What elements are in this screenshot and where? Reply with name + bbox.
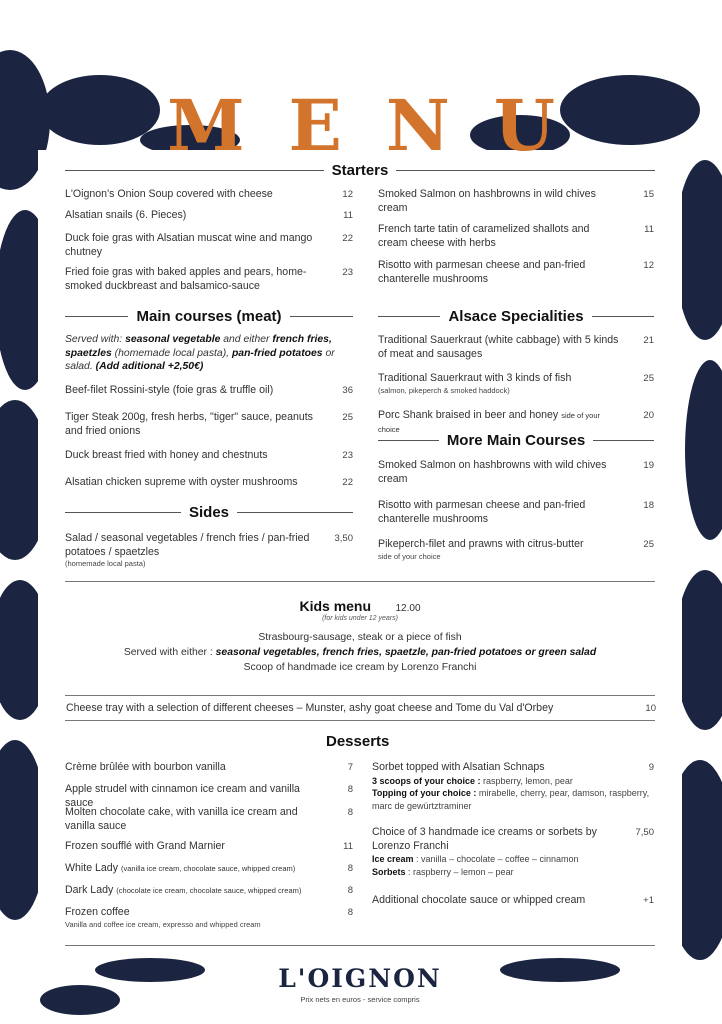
item-name-text: Risotto with parmesan cheese and pan-fried chanterelle mushrooms bbox=[378, 259, 586, 285]
item-name-text: Traditional Sauerkraut (white cabbage) with 5 kinds of meat and sausages bbox=[378, 334, 619, 360]
item-detail bbox=[372, 775, 654, 788]
served-with-segment: (homemade local pasta), bbox=[111, 347, 232, 359]
item-name bbox=[378, 459, 654, 486]
footer-tagline: Prix nets en euros - service compris bbox=[300, 995, 420, 1004]
item-name-text: L'Oignon's Onion Soup covered with cheese bbox=[65, 188, 273, 200]
item-name-text: Beef-filet Rossini-style (foie gras & truffle oil) bbox=[65, 384, 274, 396]
divider bbox=[65, 695, 655, 696]
section-heading: Desserts bbox=[326, 733, 390, 750]
item-name bbox=[372, 761, 654, 775]
detail-label: Sorbets bbox=[372, 866, 406, 877]
item-subtext: (homemade local pasta) bbox=[65, 559, 146, 568]
item-price: 7 bbox=[347, 762, 353, 773]
item-name-text: Fried foie gras with baked apples and pears, home-smoked duckbreast and balsamico-sauce bbox=[65, 266, 307, 292]
footer-logo: L'OIGNON bbox=[278, 964, 442, 993]
kids-served-prefix: Served with either : bbox=[123, 647, 216, 658]
item-name bbox=[65, 840, 353, 854]
item-name-text: Alsatian snails (6. Pieces) bbox=[65, 209, 187, 221]
item-name-text: Crème brûlée with bourbon vanilla bbox=[65, 761, 226, 773]
menu-item bbox=[65, 384, 353, 398]
sides-header bbox=[65, 504, 353, 521]
item-name bbox=[65, 266, 353, 293]
menu-item bbox=[65, 476, 353, 490]
header-rule bbox=[65, 512, 181, 513]
kids-menu-note: (for kids under 12 years) bbox=[322, 615, 398, 622]
menu-item bbox=[378, 372, 654, 396]
section-heading: Sides bbox=[188, 504, 230, 521]
item-price: 3,50 bbox=[334, 533, 353, 544]
item-name bbox=[372, 826, 654, 853]
menu-item bbox=[65, 884, 353, 898]
item-name-text: Apple strudel with cinnamon ice cream and vanilla sauce bbox=[65, 783, 300, 809]
item-name bbox=[65, 188, 353, 202]
served-with-segment: seasonal vegetable bbox=[125, 334, 221, 345]
item-price: 22 bbox=[342, 477, 353, 488]
item-name-text: Alsatian chicken supreme with oyster mushrooms bbox=[65, 476, 298, 488]
menu-item bbox=[65, 862, 353, 876]
item-price: 11 bbox=[343, 210, 353, 221]
item-price: 12 bbox=[342, 189, 353, 200]
header-rule bbox=[290, 316, 353, 317]
item-price: 12 bbox=[643, 260, 654, 271]
main-courses-header bbox=[65, 308, 353, 325]
item-name bbox=[65, 761, 353, 775]
menu-item bbox=[65, 232, 353, 259]
detail-text: : vanilla – chocolate – coffee – cinnamon bbox=[413, 854, 579, 864]
item-name bbox=[65, 862, 353, 876]
item-name-text: Duck breast fried with honey and chestnuts bbox=[65, 449, 268, 461]
item-price: 22 bbox=[342, 233, 353, 244]
item-price: 11 bbox=[644, 224, 654, 235]
detail-label: Ice cream bbox=[372, 854, 414, 864]
kids-menu-line: Scoop of handmade ice cream by Lorenzo Franchi bbox=[243, 662, 477, 673]
item-price: 23 bbox=[342, 267, 353, 278]
kids-menu-price: 12.00 bbox=[395, 603, 421, 614]
header-rule bbox=[237, 512, 353, 513]
item-name-text: French tarte tatin of caramelized shallots and cream cheese with herbs bbox=[378, 223, 590, 249]
served-with-segment: or salad. bbox=[65, 347, 335, 372]
item-name bbox=[378, 259, 654, 286]
item-name bbox=[65, 806, 353, 833]
kids-served-options: seasonal vegetables, french fries, spaetzle, pan-fried potatoes or green salad bbox=[215, 647, 597, 658]
detail-text: mirabelle, cherry, pear, damson, raspberry, marc de gewürtztraminer bbox=[372, 788, 650, 811]
item-name bbox=[372, 894, 654, 908]
divider bbox=[65, 720, 655, 721]
detail-label: 3 scoops of your choice : bbox=[372, 775, 484, 786]
menu-item bbox=[378, 334, 654, 361]
item-price: 21 bbox=[643, 335, 654, 346]
menu-item bbox=[65, 266, 353, 293]
item-name bbox=[65, 476, 353, 490]
item-name-text: Smoked Salmon on hashbrowns with wild chives cream bbox=[378, 459, 607, 485]
item-note: (vanilla ice cream, chocolate sauce, whipped cream) bbox=[121, 864, 296, 873]
menu-item bbox=[378, 538, 654, 562]
menu-item bbox=[65, 840, 353, 854]
served-with-segment: Served with: bbox=[65, 334, 126, 345]
item-price: 25 bbox=[342, 412, 353, 423]
header-rule bbox=[378, 316, 440, 317]
item-name bbox=[65, 384, 353, 398]
menu-item bbox=[65, 188, 353, 202]
menu-item bbox=[372, 826, 654, 878]
item-name-text: Risotto with parmesan cheese and pan-fried chanterelle mushrooms bbox=[378, 499, 586, 525]
item-name bbox=[378, 372, 654, 386]
kids-menu-header bbox=[38, 598, 682, 616]
header-rule bbox=[396, 170, 655, 171]
item-name-text: Frozen soufflé with Grand Marnier bbox=[65, 840, 225, 852]
section-heading: Main courses (meat) bbox=[136, 308, 282, 325]
item-name bbox=[378, 334, 654, 361]
item-price: 18 bbox=[643, 500, 654, 511]
menu-item bbox=[372, 761, 654, 812]
item-name bbox=[65, 232, 353, 259]
item-name bbox=[65, 884, 353, 898]
kids-menu-line bbox=[38, 647, 682, 658]
cheese-item bbox=[66, 702, 656, 716]
header-rule bbox=[593, 440, 654, 441]
detail-text: : raspberry – lemon – pear bbox=[405, 866, 514, 877]
item-price: 19 bbox=[643, 460, 654, 471]
header-rule bbox=[378, 440, 439, 441]
starters-header bbox=[65, 162, 655, 179]
item-subtext: Vanilla and coffee ice cream, expresso and whipped cream bbox=[65, 919, 261, 929]
header-rule bbox=[65, 170, 324, 171]
item-subtext: (salmon, pikeperch & smoked haddock) bbox=[378, 385, 510, 395]
item-note: (chocolate ice cream, chocolate sauce, whipped cream) bbox=[116, 886, 302, 895]
kids-menu-heading: Kids menu bbox=[299, 598, 372, 614]
menu-item bbox=[65, 761, 353, 775]
served-with-segment: (Add aditional +2,50€) bbox=[95, 361, 204, 372]
item-name bbox=[378, 499, 654, 526]
item-price: 9 bbox=[648, 762, 654, 773]
menu-title: MENU bbox=[167, 84, 599, 167]
item-name-text: Pikeperch-filet and prawns with citrus-butter bbox=[378, 538, 584, 550]
item-name bbox=[65, 532, 353, 559]
more-main-courses-header bbox=[378, 432, 654, 449]
menu-item bbox=[65, 906, 353, 930]
menu-item bbox=[378, 459, 654, 486]
item-name bbox=[65, 906, 353, 920]
item-name-text: Traditional Sauerkraut with 3 kinds of fish bbox=[378, 372, 572, 384]
item-detail bbox=[372, 853, 654, 866]
alsace-specialities-header bbox=[378, 308, 654, 325]
menu-item bbox=[378, 499, 654, 526]
item-price: 8 bbox=[347, 863, 353, 874]
item-name bbox=[378, 188, 654, 215]
item-price: 8 bbox=[347, 885, 353, 896]
divider bbox=[65, 945, 655, 946]
item-name-text: Porc Shank braised in beer and honey bbox=[378, 409, 559, 421]
item-price: +1 bbox=[643, 895, 654, 906]
item-name-text: Choice of 3 handmade ice creams or sorbets by Lorenzo Franchi bbox=[372, 826, 597, 852]
menu-item bbox=[65, 411, 353, 438]
item-price: 25 bbox=[643, 373, 654, 384]
item-subtext: side of your choice bbox=[378, 551, 441, 561]
served-with-segment: french fries, spaetzles bbox=[65, 334, 332, 359]
item-detail bbox=[372, 866, 654, 879]
item-name-text: Sorbet topped with Alsatian Schnaps bbox=[372, 761, 545, 773]
item-price: 8 bbox=[347, 807, 353, 818]
detail-label: Topping of your choice : bbox=[372, 788, 479, 798]
item-price: 15 bbox=[643, 189, 654, 200]
menu-item bbox=[378, 259, 654, 286]
item-name-text: Salad / seasonal vegetables / french fries / pan-fried potatoes / spaetzles bbox=[65, 532, 310, 558]
item-name-text: Duck foie gras with Alsatian muscat wine and mango chutney bbox=[65, 232, 313, 258]
detail-text: raspberry, lemon, pear bbox=[483, 775, 573, 786]
item-name bbox=[65, 411, 353, 438]
item-price: 11 bbox=[343, 841, 353, 852]
item-price: 36 bbox=[342, 385, 353, 396]
menu-item bbox=[378, 223, 654, 250]
menu-item bbox=[65, 806, 353, 833]
item-name: Cheese tray with a selection of different cheeses – Munster, ashy goat cheese and Tome du Val d'Orbey bbox=[66, 702, 554, 714]
main-courses-served-with bbox=[65, 333, 355, 374]
item-name-text: White Lady bbox=[65, 862, 118, 874]
menu-item bbox=[65, 449, 353, 463]
item-note: side of your choice bbox=[378, 411, 600, 434]
item-name bbox=[378, 223, 654, 250]
item-name bbox=[65, 449, 353, 463]
item-price: 25 bbox=[643, 539, 654, 550]
item-price: 8 bbox=[347, 907, 353, 918]
item-name bbox=[65, 209, 353, 223]
section-heading: More Main Courses bbox=[446, 432, 586, 449]
menu-item bbox=[65, 532, 353, 569]
divider bbox=[65, 581, 655, 582]
header-rule bbox=[592, 316, 654, 317]
item-name-text: Tiger Steak 200g, fresh herbs, "tiger" sauce, peanuts and fried onions bbox=[65, 411, 313, 437]
item-price: 7,50 bbox=[635, 827, 654, 838]
item-price: 10 bbox=[645, 703, 656, 714]
item-name-text: Additional chocolate sauce or whipped cream bbox=[372, 894, 586, 906]
item-price: 20 bbox=[643, 410, 654, 421]
menu-item bbox=[65, 209, 353, 223]
served-with-segment: and either bbox=[220, 334, 273, 345]
menu-item bbox=[372, 894, 654, 908]
desserts-header bbox=[318, 733, 408, 750]
item-name-text: Frozen coffee bbox=[65, 906, 130, 918]
item-name bbox=[378, 538, 654, 552]
served-with-segment: pan-fried potatoes bbox=[231, 347, 323, 359]
item-price: 8 bbox=[347, 784, 353, 795]
menu-item bbox=[378, 188, 654, 215]
item-name-text: Dark Lady bbox=[65, 884, 114, 896]
header-rule bbox=[65, 316, 128, 317]
item-name-text: Molten chocolate cake, with vanilla ice cream and vanilla sauce bbox=[65, 806, 298, 832]
section-heading: Alsace Specialities bbox=[448, 308, 584, 325]
kids-menu-line: Strasbourg-sausage, steak or a piece of fish bbox=[258, 632, 462, 643]
section-heading: Starters bbox=[331, 162, 389, 179]
item-price: 23 bbox=[342, 450, 353, 461]
item-detail bbox=[372, 787, 654, 812]
item-name-text: Smoked Salmon on hashbrowns in wild chives cream bbox=[378, 188, 596, 214]
